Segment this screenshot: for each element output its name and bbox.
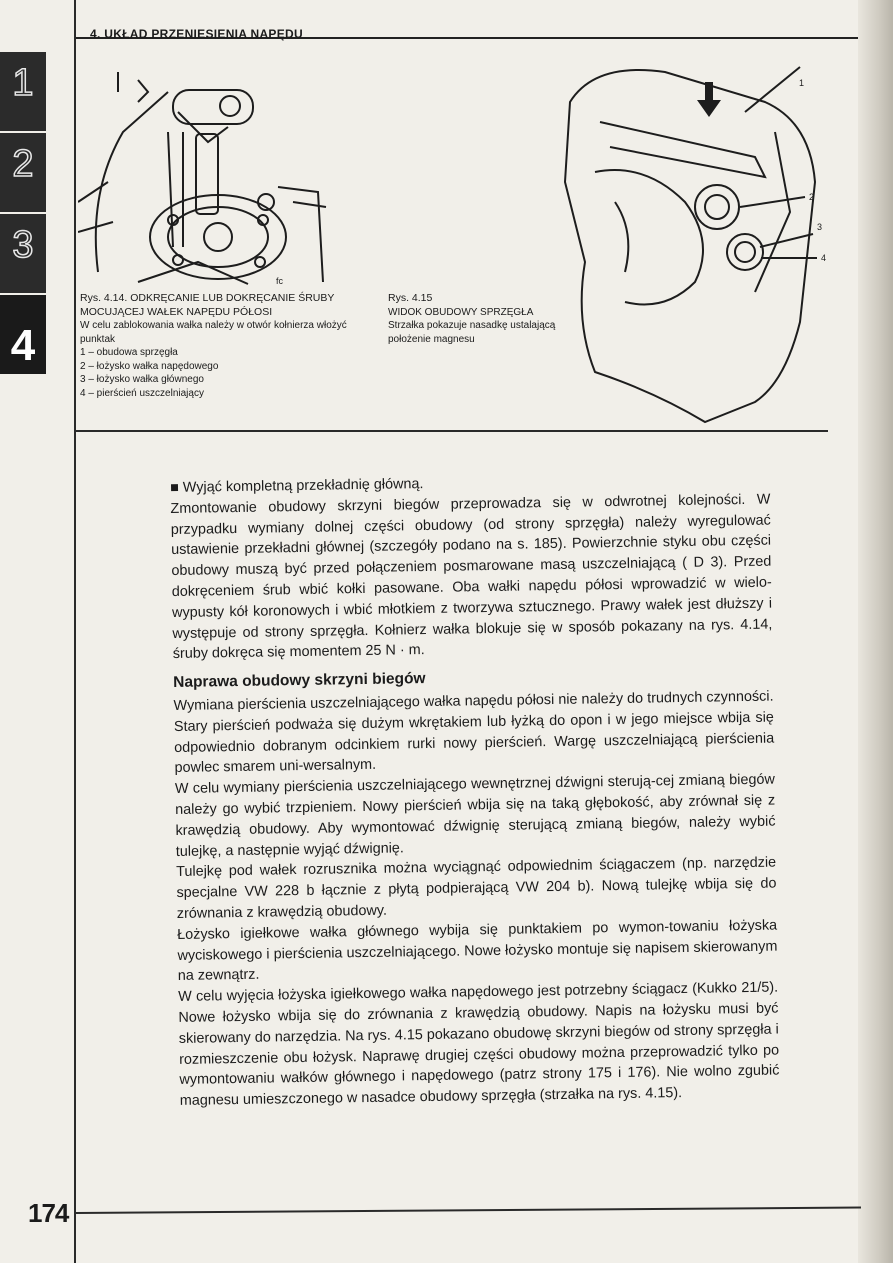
callout-4: 4: [821, 253, 827, 263]
figure-4-15-title: Rys. 4.15: [388, 292, 433, 304]
paragraph: W celu wymiany pierścienia uszczelniającego wewnętrznej dźwigni sterują-cej zmianą biegów należy go wybić trzpieniem. Nowy pierścień wbija się na taką głębokość, aby zrównał się z krawędzią obudowy. Aby wymontować dźwignię sterującą zmianą biegów, należy wybić tulejkę, a następnie wyjąć dźwignię.: [174, 771, 776, 860]
figure-4-14-text: W celu zablokowania wałka należy w otwór kołnierza włożyć punktak: [80, 320, 347, 345]
figure-4-15-text: Strzałka pokazuje nasadkę ustalającą położenie magnesu: [388, 320, 556, 345]
wrench-illustration: [78, 72, 330, 287]
chapter-tab-3[interactable]: [0, 214, 46, 293]
chapter-tab-label: 3: [12, 224, 34, 266]
legend-item-4: 4 – pierścień uszczelniający: [80, 387, 204, 399]
callout-2: 2: [809, 192, 815, 202]
page-edge-shadow: [858, 0, 893, 1263]
callout-3: 3: [817, 222, 823, 232]
figure-4-15-caption: [388, 292, 558, 346]
legend-item-1: 1 – obudowa sprzęgła: [80, 347, 178, 358]
paragraph: Tulejkę pod wałek rozrusznika można wyciągnąć odpowiednim ściągaczem (np. narzędzie specjalne VW 228 b łącznie z płytą podpierającą VW 204 b). Nową tulejkę wbija się do zrównania z krawędzią obudowy.: [176, 854, 777, 922]
section-rule: [76, 430, 828, 432]
footer-rule: [76, 1207, 861, 1214]
main-text: [170, 469, 780, 1112]
chapter-tab-label: 1: [12, 62, 34, 104]
legend-item-2: 2 – łożysko wałka napędowego: [80, 360, 219, 372]
callout-1: 1: [799, 78, 805, 88]
chapter-tab-4-active[interactable]: [0, 295, 46, 374]
chapter-tab-2[interactable]: [0, 133, 46, 212]
figure-4-14-caption: [80, 292, 360, 400]
paragraph: Łożysko igiełkowe wałka głównego wybija się punktakiem po wymon-towaniu łożyska wyciskowego i pierścienia uszczelniającego. Nowe łożysko montuje się napisem skierowanym na zewnątrz.: [177, 917, 778, 985]
clutch-housing-illustration: [555, 62, 835, 430]
paragraph: Zmontowanie obudowy skrzyni biegów przeprowadza się w odwrotnej kolejności. W przypadku wymiany dolnej części obudowy (od strony sprzęgła) należy wyregulować ustawienie przekładni głównej (szczegóły podano na s. 185). Powierzchnie styku obu części obudowy muszą być przed połączeniem posmarowane masą uszczelniającą ( D 3). Przed dokręceniem śrub wbić kołki pasowane. Oba wałki napędu półosi wprowadzić w wielo-wypusty kół koronowych i wbić młotkiem z tworzywa sztucznego. Prawy wałek jest dłuższy i występuje od strony sprzęgła. Kołnierz wałka blokuje się w sposób pokazany na rys. 4.14, śruby dokręca się momentem 25 N · m.: [170, 491, 773, 663]
margin-rule: [74, 0, 76, 1263]
chapter-tab-label: 4: [10, 321, 36, 370]
paragraph: Wymiana pierścienia uszczelniającego wałka napędu półosi nie należy do trudnych czynności. Stary pierścień podważa się dużym wkrętakiem lub łyżką do opon i w jego miejsce wbija się odpowiednio dobranym odcinkiem rurki nowy pierścień. Wargę uszczelniającą pierścienia powlec smarem uni-wersalnym.: [173, 688, 775, 777]
figure-4-15-subtitle: WIDOK OBUDOWY SPRZĘGŁA: [388, 306, 534, 318]
chapter-tab-1[interactable]: [0, 52, 46, 131]
figure-4-14-title: Rys. 4.14. ODKRĘCANIE LUB DOKRĘCANIE ŚRUBY MOCUJĄCEJ WAŁEK NAPĘDU PÓŁOSI: [80, 292, 335, 318]
svg-text:fc: fc: [276, 276, 284, 286]
legend-item-3: 3 – łożysko wałka głównego: [80, 374, 204, 385]
chapter-tab-label: 2: [12, 143, 34, 185]
intro-paragraph: ■ Wyjąć kompletną przekładnię główną.: [170, 476, 424, 496]
page-number: 174: [28, 1198, 69, 1228]
chapter-tabs: [0, 52, 46, 376]
paragraph: W celu wyjęcia łożyska igiełkowego wałka napędowego jest potrzebny ściągacz (Kukko 21/5). Nowe łożysko wbija się do zrównania z krawędzią obudowy. Napis na łożysku musi być skierowany do narzędzia. Na rys. 4.15 pokazano obudowę skrzyni biegów od strony sprzęgła i rozmieszczenie obu łożysk. Naprawę drugiej części obudowy można przeprowadzić tylko po wymontowaniu wałków głównego i napędowego (patrz strony 175 i 176). Nie wolno zgubić magnesu umieszczonego w nasadce obudowy sprzęgła (strzałka na rys. 4.15).: [178, 979, 780, 1110]
chapter-header: 4. UKŁAD PRZENIESIENIA NAPĘDU: [90, 27, 303, 41]
section-title: Naprawa obudowy skrzyni biegów: [173, 670, 426, 692]
